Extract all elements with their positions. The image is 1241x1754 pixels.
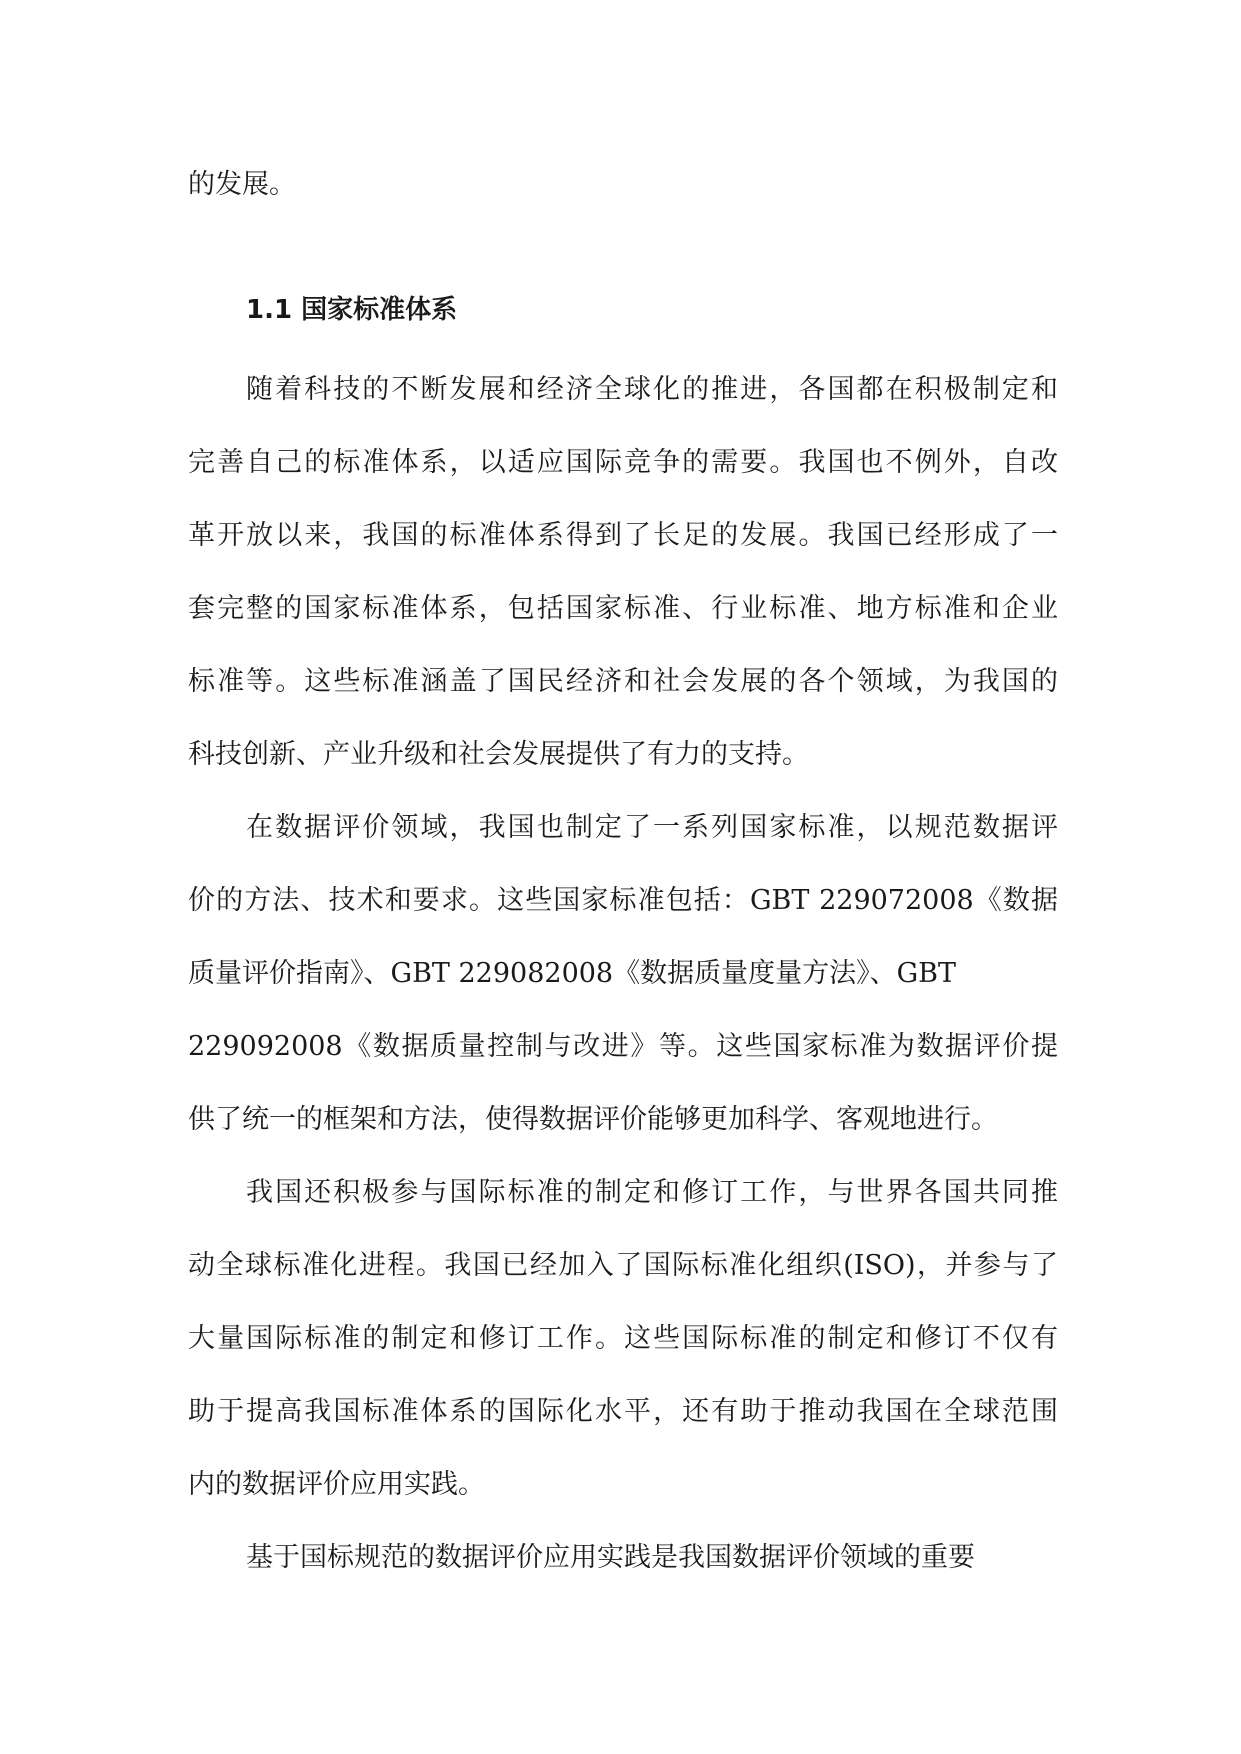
text-line: 的发展。 [188, 169, 296, 200]
text-line: 基于国标规范的数据评价应用实践是我国数据评价领域的重要 [246, 1542, 975, 1573]
text-line: 大量国际标准的制定和修订工作。这些国际标准的制定和修订不仅有 [188, 1323, 1058, 1354]
text-line: 在数据评价领域，我国也制定了一系列国家标准，以规范数据评 [246, 812, 1058, 843]
text-line: 动全球标准化进程。我国已经加入了国际标准化组织(ISO)，并参与了 [188, 1250, 1058, 1281]
document-body [188, 148, 1058, 1594]
paragraph-2 [188, 791, 1058, 1156]
text-line: 随着科技的不断发展和经济全球化的推进，各国都在积极制定和 [246, 374, 1058, 405]
text-line: 完善自己的标准体系，以适应国际竞争的需要。我国也不例外，自改 [188, 447, 1058, 478]
text-line: 革开放以来，我国的标准体系得到了长足的发展。我国已经形成了一 [188, 520, 1058, 551]
paragraph-1 [188, 353, 1058, 791]
text-line: 标准等。这些标准涵盖了国民经济和社会发展的各个领域，为我国的 [188, 666, 1058, 697]
text-line: 229092008《数据质量控制与改进》等。这些国家标准为数据评价提 [188, 1031, 1058, 1062]
text-line: 供了统一的框架和方法，使得数据评价能够更加科学、客观地进行。 [188, 1104, 998, 1135]
text-line: 我国还积极参与国际标准的制定和修订工作，与世界各国共同推 [246, 1177, 1058, 1208]
text-line: 价的方法、技术和要求。这些国家标准包括：GBT 229072008《数据 [188, 885, 1058, 916]
text-line: 助于提高我国标准体系的国际化水平，还有助于推动我国在全球范围 [188, 1396, 1058, 1427]
opening-fragment [188, 148, 1058, 221]
paragraph-4 [188, 1521, 1058, 1594]
paragraph-3 [188, 1156, 1058, 1521]
text-line: 质量评价指南》、GBT 229082008《数据质量度量方法》、GBT [188, 958, 957, 989]
text-line: 科技创新、产业升级和社会发展提供了有力的支持。 [188, 739, 809, 770]
text-line: 内的数据评价应用实践。 [188, 1469, 485, 1500]
section-heading: 1.1 国家标准体系 [246, 295, 458, 325]
text-line: 套完整的国家标准体系，包括国家标准、行业标准、地方标准和企业 [188, 593, 1058, 624]
